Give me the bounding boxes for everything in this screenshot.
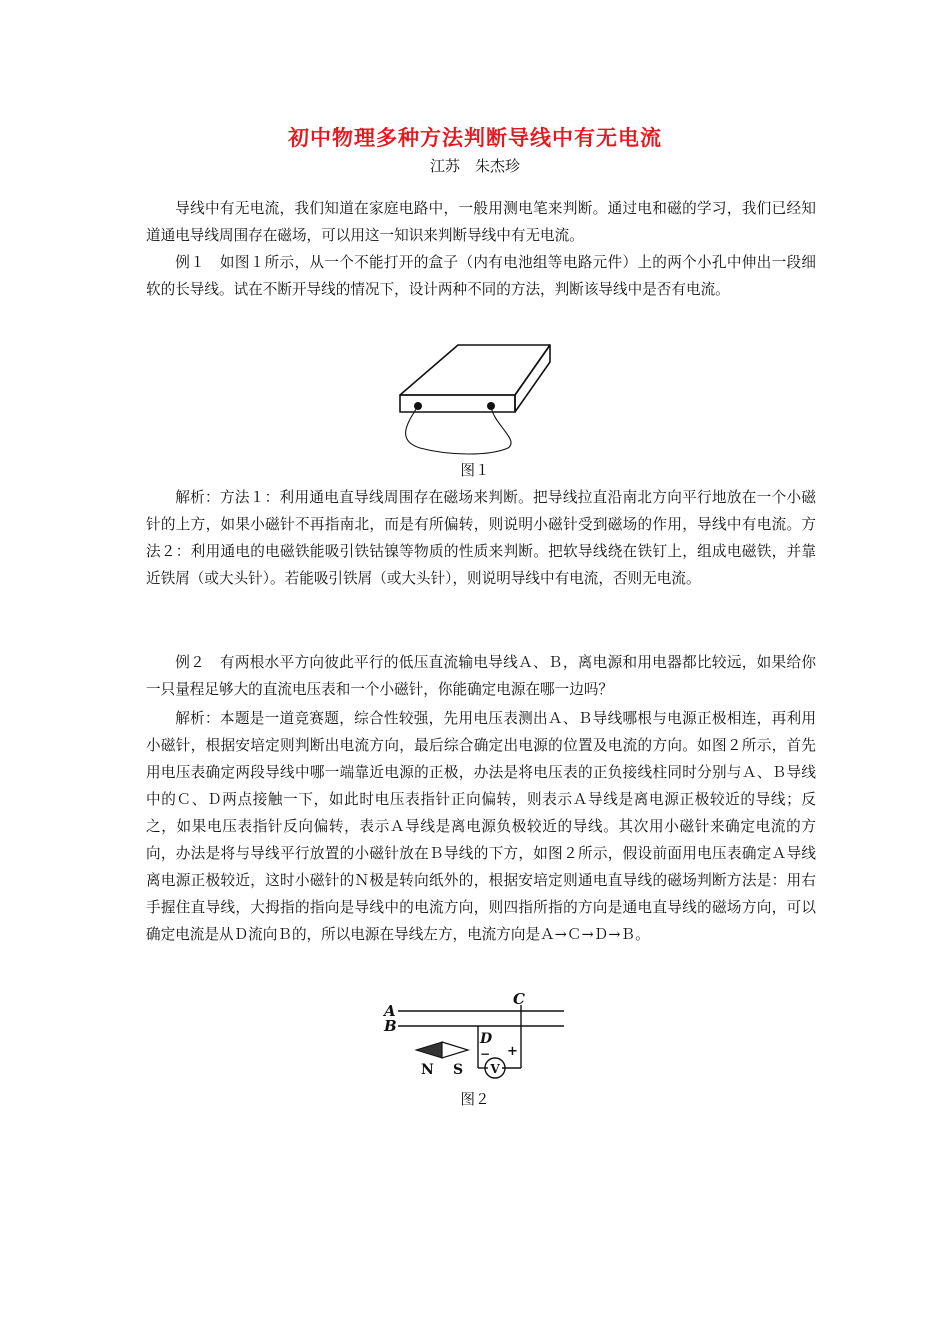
hole-right xyxy=(487,402,495,410)
label-v: V xyxy=(490,1062,500,1076)
label-a: A xyxy=(384,1002,396,1020)
page-title: 初中物理多种方法判断导线中有无电流 xyxy=(288,126,662,150)
compass-needle-n xyxy=(416,1042,442,1058)
wire xyxy=(406,406,511,454)
box-side-face xyxy=(515,345,550,412)
hole-left xyxy=(414,402,422,410)
label-minus: − xyxy=(480,1047,491,1061)
label-c: C xyxy=(513,990,525,1008)
label-n: N xyxy=(421,1062,434,1078)
example-1-paragraph: 例１ 如图１所示，从一个不能打开的盒子（内有电池组等电路元件）上的两个小孔中伸出一段细软的长导线。试在不断开导线的情况下，设计两种不同的方法，判断该导线中是否有电流。 xyxy=(146,254,816,298)
label-b: B xyxy=(384,1017,397,1035)
analysis-2-paragraph: 解析：本题是一道竞赛题，综合性较强，先用电压表测出Ａ、Ｂ导线哪根与电源正极相连，再利用小磁针，根据安培定则判断出电流方向，最后综合确定出电源的位置及电流的方向。如图２所示，首先用电压表确定两段导线中哪一端靠近电源的正极，办法是将电压表的正负接线柱同时分别与Ａ、Ｂ导线中的Ｃ、Ｄ两点接触一下，如此时电压表指针正向偏转，则表示Ａ导线是离电源正极较近的导线；反之，如果电压表指针反向偏转，表示Ａ导线是离电源负极较近的导线。其次用小磁针来确定电流的方向，办法是将与导线平行放置的小磁针放在Ｂ导线的下方，如图２所示，假设前面用电压表确定Ａ导线离电源正极较近，这时小磁针的Ｎ极是转向纸外的，根据安培定则通电直导线的磁场判断方法是：用右手握住直导线，大拇指的指向是导线中的电流方向，则四指所指的方向是通电直导线的磁场方向，可以确定电流是从Ｄ流向Ｂ的，所以电源在导线左方，电流方向是Ａ→Ｃ→Ｄ→Ｂ。 xyxy=(146,710,816,943)
label-plus: + xyxy=(507,1044,518,1059)
intro-paragraph: 导线中有无电流，我们知道在家庭电路中，一般用测电笔来判断。通过电和磁的学习，我们已经知道通电导线周围存在磁场，可以用这一知识来判断导线中有无电流。 xyxy=(146,200,816,244)
label-s: S xyxy=(453,1062,464,1078)
author: 江苏 朱杰珍 xyxy=(429,157,520,175)
example-2-paragraph: 例２ 有两根水平方向彼此平行的低压直流输电导线Ａ、Ｂ，离电源和用电器都比较远，如果给你一只量程足够大的直流电压表和一个小磁针，你能确定电源在哪一边吗？ xyxy=(146,654,816,698)
figure-1-box-diagram xyxy=(390,340,565,458)
figure-2-circuit-diagram xyxy=(380,990,570,1085)
figure-2-caption: 图２ xyxy=(460,1091,490,1108)
figure-1-caption: 图１ xyxy=(460,462,490,479)
analysis-1-paragraph: 解析：方法１：利用通电直导线周围存在磁场来判断。把导线拉直沿南北方向平行地放在一个小磁针的上方，如果小磁针不再指南北，而是有所偏转，则说明小磁针受到磁场的作用，导线中有电流。方法２：利用通电的电磁铁能吸引铁钴镍等物质的性质来判断。把软导线绕在铁钉上，组成电磁铁，并靠近铁屑（或大头针）。若能吸引铁屑（或大头针），则说明导线中有电流，否则无电流。 xyxy=(146,489,816,587)
box-top-face xyxy=(400,345,550,395)
compass-needle-s xyxy=(442,1042,468,1058)
label-d: D xyxy=(480,1031,493,1047)
